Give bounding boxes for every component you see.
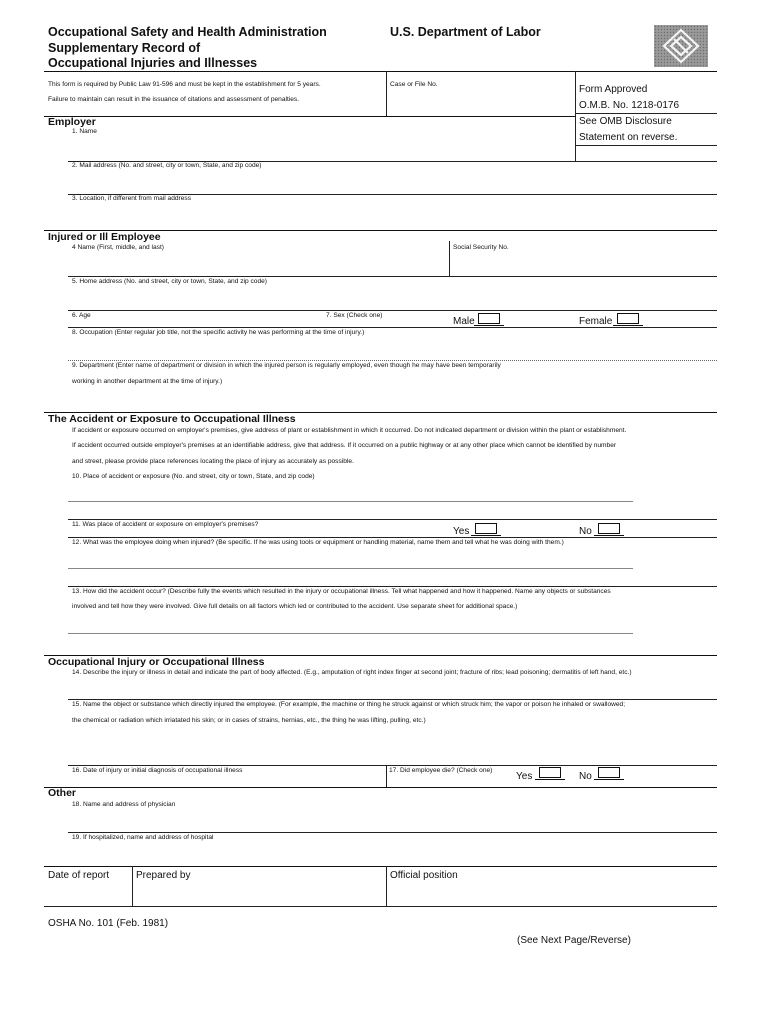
object-label-1: 15. Name the object or substance which directly injured the employee. (For example, the machine or thing he struck against or which struck him; the vapor or poison he inhaled or swallowed; — [72, 701, 626, 708]
how-label-1: 13. How did the accident occur? (Describe fully the events which resulted in the injury or occupational illness. Tell what happened and how it happened. Name any objects or substances — [72, 588, 611, 595]
employee-name-input[interactable] — [70, 254, 445, 274]
form-title-line-3: Occupational Injuries and Illnesses — [48, 56, 258, 70]
case-file-input[interactable] — [389, 92, 574, 108]
rule-6 — [68, 360, 717, 361]
rule-7 — [68, 501, 633, 502]
approval-line-4: Statement on reverse. — [579, 132, 678, 143]
accident-intro-3: and street, please provide place references locating the place of injury as accurately as possible. — [72, 458, 354, 465]
physician-input[interactable] — [70, 811, 715, 830]
accident-intro-2: If accident occurred outside employer's premises at an identifiable address, give that address. If it occurred on a public highway or at any other place which cannot be identified by number — [72, 442, 617, 449]
rule-12 — [68, 633, 633, 634]
case-file-label: Case or File No. — [390, 81, 438, 88]
approval-line-3: See OMB Disclosure — [579, 116, 672, 127]
case-divider — [386, 71, 387, 116]
accident-intro-1: If accident or exposure occurred on employer's premises, give address of plant or establishment in which it occurred. Do not indicated department or division within the plant or establishment. — [72, 427, 627, 434]
rule-4 — [68, 310, 717, 311]
rule-8 — [68, 519, 717, 520]
employer-name-label: 1. Name — [72, 128, 97, 135]
premises-no-label: No — [579, 526, 592, 537]
died-yes-label: Yes — [516, 771, 533, 782]
premises-yes-label: Yes — [453, 526, 470, 537]
location-input[interactable] — [70, 205, 715, 225]
physician-label: 18. Name and address of physician — [72, 801, 176, 808]
occupation-input[interactable] — [70, 339, 715, 358]
approval-divider — [575, 71, 576, 161]
female-label: Female — [579, 316, 613, 327]
rule-5 — [68, 327, 717, 328]
official-position-input[interactable] — [389, 884, 715, 904]
form-title — [48, 25, 327, 72]
injury-description-input[interactable] — [70, 679, 715, 696]
premises-yes-checkbox[interactable] — [475, 523, 497, 534]
employee-heading: Injured or Ill Employee — [48, 231, 161, 243]
place-input[interactable] — [70, 484, 630, 498]
died-no-label: No — [579, 771, 592, 782]
male-checkbox[interactable] — [478, 313, 500, 324]
department-name: U.S. Department of Labor — [390, 25, 541, 39]
rule-14 — [68, 765, 717, 766]
rule-13 — [68, 699, 717, 700]
prepared-by-label: Prepared by — [136, 870, 191, 881]
injury-description-label: 14. Describe the injury or illness in detail and indicate the part of body affected. (E.g., amputation of right index finger at second joint; fracture of ribs; lead poisoning; dermatitis of left hand, etc.) — [72, 669, 632, 676]
official-position-label: Official position — [390, 870, 458, 881]
object-label-2: the chemical or radiation which irriatated his skin; or in cases of strains, hernias, etc., the thing he was lifting, pulling, etc.) — [72, 717, 426, 724]
location-label: 3. Location, if different from mail address — [72, 195, 191, 202]
injury-date-input[interactable] — [70, 776, 382, 786]
see-next-page: (See Next Page/Reverse) — [517, 935, 631, 946]
employer-top-rule — [44, 116, 575, 117]
rule-3 — [68, 276, 717, 277]
retention-notice: This form is required by Public Law 91-596 and must be kept in the establishment for 5 years. — [48, 81, 321, 88]
hospital-input[interactable] — [70, 844, 715, 863]
premises-label: 11. Was place of accident or exposure on employer's premises? — [72, 521, 259, 528]
employee-name-label: 4 Name (First, middle, and last) — [72, 244, 164, 251]
home-address-input[interactable] — [70, 288, 715, 308]
injury-heading: Occupational Injury or Occupational Illness — [48, 656, 265, 668]
died-label: 17. Did employee die? (Check one) — [389, 767, 493, 774]
accident-heading: The Accident or Exposure to Occupational Illness — [48, 413, 296, 425]
how-input[interactable] — [70, 614, 630, 631]
approval-line-1: Form Approved — [579, 84, 648, 95]
date-of-report-input[interactable] — [46, 884, 130, 904]
mail-address-label: 2. Mail address (No. and street, city or town, State, and zip code) — [72, 162, 262, 169]
form-title-line-2: Supplementary Record of — [48, 40, 201, 55]
ssn-divider — [449, 241, 450, 276]
injury-date-label: 16. Date of injury or initial diagnosis of occupational illness — [72, 767, 243, 774]
activity-label: 12. What was the employee doing when injured? (Be specific. If he was using tools or equipment or handling material, name them and tell what he was doing with them.) — [72, 539, 564, 546]
department-label-2: working in another department at the time of injury.) — [72, 378, 223, 385]
dol-logo-icon — [654, 25, 708, 67]
how-label-2: involved and tell how they were involved. Give full details on all factors which led or contributed to the accident. Use separate sheet for additional space.) — [72, 603, 518, 610]
mail-address-input[interactable] — [70, 172, 715, 192]
employer-heading: Employer — [48, 116, 96, 128]
rule-10 — [68, 568, 633, 569]
department-input[interactable] — [70, 389, 715, 407]
premises-no-checkbox[interactable] — [598, 523, 620, 534]
form-title-line-1: Occupational Safety and Health Administration — [48, 25, 327, 39]
activity-input[interactable] — [70, 549, 630, 566]
home-address-label: 5. Home address (No. and street, city or town, State, and zip code) — [72, 278, 267, 285]
department-label-1: 9. Department (Enter name of department or division in which the injured person is regularly employed, even though he may have been temporarily — [72, 362, 501, 369]
died-no-checkbox[interactable] — [598, 767, 620, 778]
other-top-rule — [44, 787, 717, 788]
other-heading: Other — [48, 787, 77, 799]
approval-rule-1 — [575, 113, 717, 114]
penalty-notice: Failure to maintain can result in the issuance of citations and assessment of penalties. — [48, 96, 300, 103]
prepared-by-input[interactable] — [135, 884, 383, 904]
form-number: OSHA No. 101 (Feb. 1981) — [48, 918, 169, 929]
died-yes-checkbox[interactable] — [539, 767, 561, 778]
ssn-label: Social Security No. — [453, 244, 509, 251]
rule-11 — [68, 586, 717, 587]
date-of-report-label: Date of report — [48, 870, 110, 881]
ssn-input[interactable] — [452, 254, 714, 274]
die-divider — [386, 765, 387, 787]
rule-9 — [68, 537, 717, 538]
approval-rule-2 — [575, 145, 717, 146]
hospital-label: 19. If hospitalized, name and address of hospital — [72, 834, 214, 841]
sex-label: 7. Sex (Check one) — [326, 312, 383, 319]
signature-bottom-rule — [44, 906, 717, 907]
place-label: 10. Place of accident or exposure (No. and street, city or town, State, and zip code) — [72, 473, 315, 480]
sig-divider-2 — [386, 866, 387, 906]
signature-top-rule — [44, 866, 717, 867]
age-label: 6. Age — [72, 312, 91, 319]
occupation-label: 8. Occupation (Enter regular job title, not the specific activity he was performing at the time of injury.) — [72, 329, 365, 336]
age-input[interactable] — [70, 318, 320, 326]
sig-divider-1 — [132, 866, 133, 906]
rule-15 — [68, 832, 717, 833]
employer-name-input[interactable] — [70, 137, 570, 159]
header-rule — [44, 71, 717, 72]
object-input[interactable] — [70, 728, 715, 762]
approval-line-2: O.M.B. No. 1218-0176 — [579, 100, 680, 111]
male-label: Male — [453, 316, 475, 327]
female-checkbox[interactable] — [617, 313, 639, 324]
